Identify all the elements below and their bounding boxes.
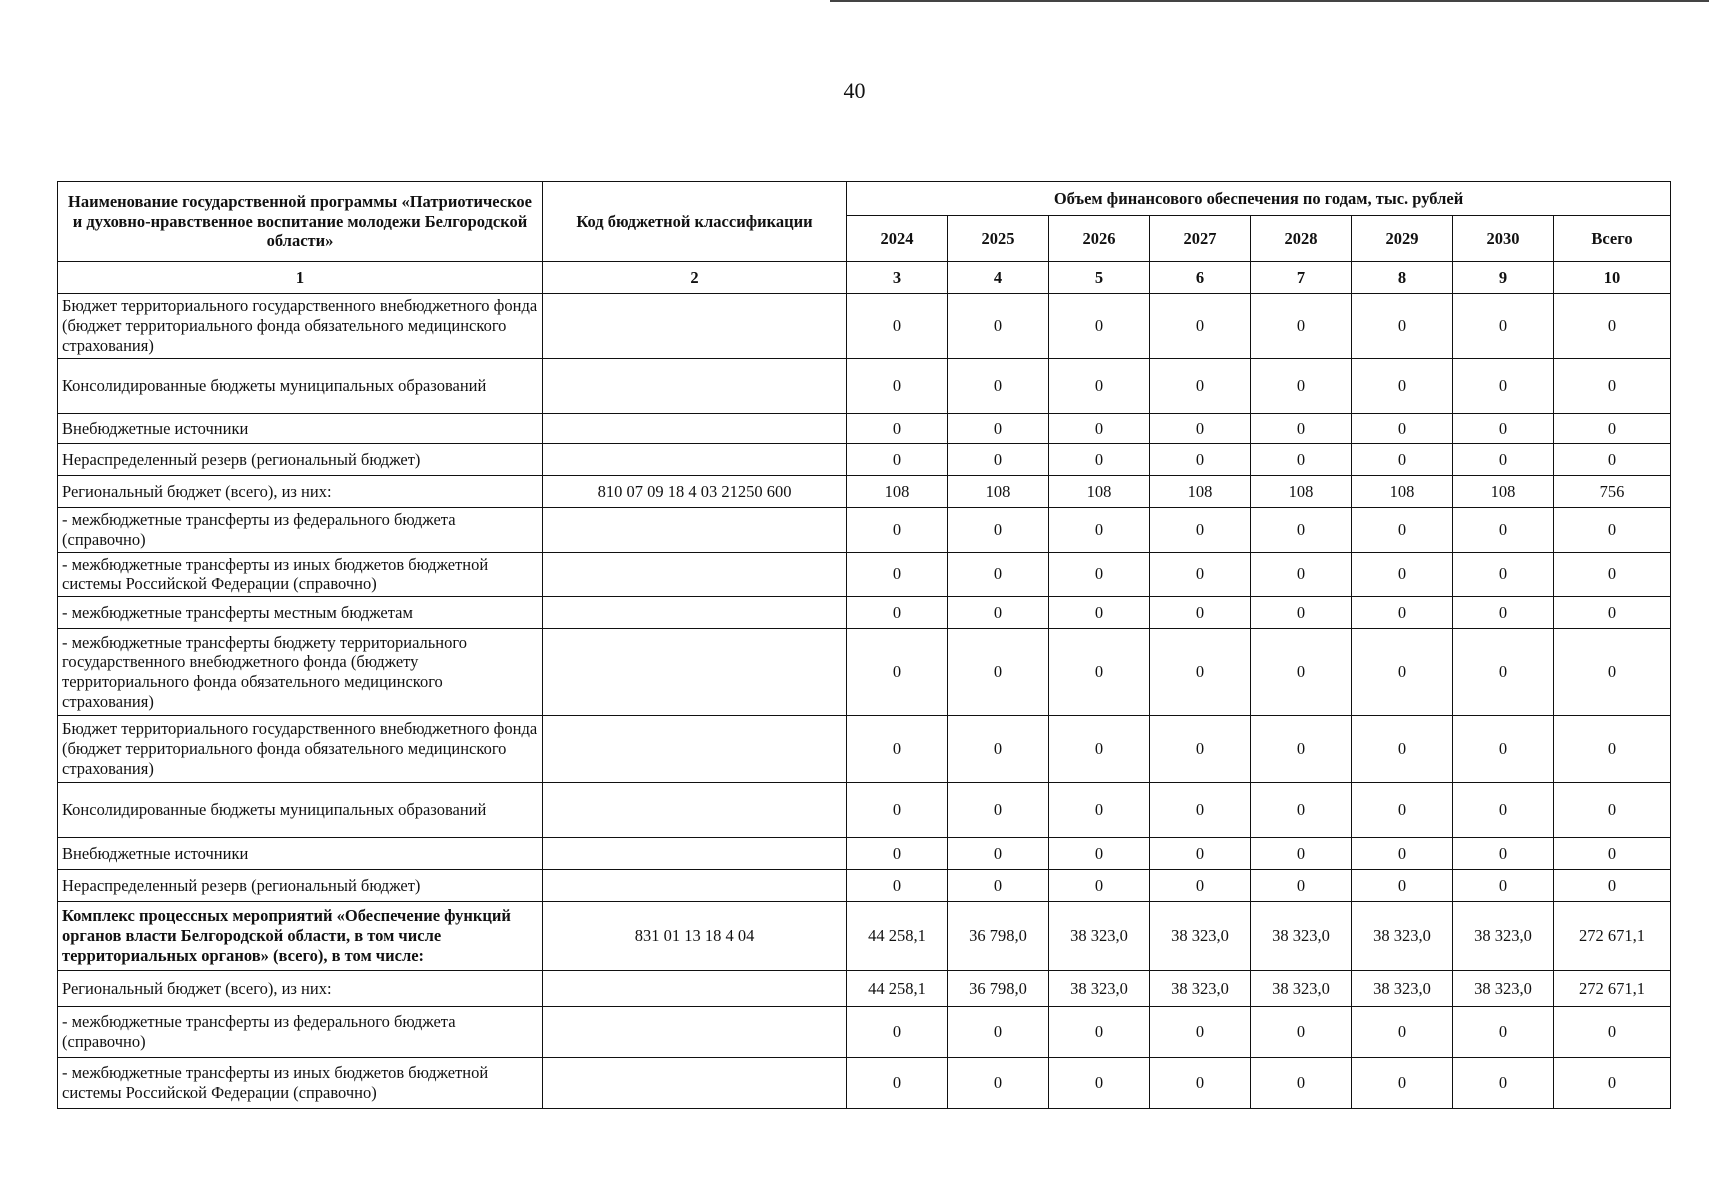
column-number: 5 [1049,262,1150,294]
header-year: 2030 [1453,216,1554,262]
table-row [58,476,1671,508]
row-value: 0 [847,783,948,838]
row-total: 0 [1554,444,1671,476]
row-value: 0 [1049,716,1150,783]
row-value: 0 [1251,629,1352,716]
row-value: 0 [1352,783,1453,838]
row-value: 0 [1251,716,1352,783]
row-code [543,552,847,597]
row-value: 38 323,0 [1251,902,1352,971]
column-number: 10 [1554,262,1671,294]
row-value: 0 [847,716,948,783]
row-value: 0 [1352,1058,1453,1109]
top-rule [830,0,1709,2]
header-year: 2029 [1352,216,1453,262]
row-value: 0 [1150,716,1251,783]
row-value: 0 [948,870,1049,902]
row-value: 0 [1049,838,1150,870]
header-name-column: Наименование государственной программы «Патриотическое и духовно-нравственное воспитание молодежи Белгородской области» [58,182,543,262]
row-value: 0 [1352,597,1453,629]
row-code [543,294,847,359]
row-name: Внебюджетные источники [58,414,543,444]
row-name: - межбюджетные трансферты из иных бюджетов бюджетной системы Российской Федерации (справочно) [58,552,543,597]
row-value: 0 [1453,508,1554,553]
row-value: 0 [1049,1058,1150,1109]
row-value: 0 [847,870,948,902]
row-value: 0 [1251,444,1352,476]
row-value: 0 [1150,1007,1251,1058]
table-row [58,359,1671,414]
row-value: 0 [1352,552,1453,597]
row-code [543,1058,847,1109]
header-year: 2027 [1150,216,1251,262]
row-value: 0 [847,629,948,716]
row-value: 44 258,1 [847,971,948,1007]
row-value: 0 [948,1058,1049,1109]
row-value: 36 798,0 [948,971,1049,1007]
table-row [58,294,1671,359]
row-name: Региональный бюджет (всего), из них: [58,971,543,1007]
row-name: - межбюджетные трансферты из федерального бюджета (справочно) [58,508,543,553]
header-year: 2025 [948,216,1049,262]
row-value: 0 [948,359,1049,414]
row-value: 0 [1150,783,1251,838]
row-name: Консолидированные бюджеты муниципальных образований [58,359,543,414]
row-value: 0 [1049,444,1150,476]
row-value: 44 258,1 [847,902,948,971]
row-value: 0 [1251,414,1352,444]
row-value: 0 [1251,508,1352,553]
row-value: 0 [1049,629,1150,716]
table-row [58,444,1671,476]
row-name: - межбюджетные трансферты из федерального бюджета (справочно) [58,1007,543,1058]
row-value: 0 [1251,294,1352,359]
row-total: 0 [1554,1058,1671,1109]
row-value: 0 [1251,783,1352,838]
row-total: 0 [1554,294,1671,359]
row-value: 0 [948,838,1049,870]
row-value: 0 [948,552,1049,597]
row-value: 0 [1453,359,1554,414]
row-value: 108 [1453,476,1554,508]
row-value: 38 323,0 [1352,902,1453,971]
table-row [58,1007,1671,1058]
row-value: 0 [1352,359,1453,414]
row-value: 0 [1352,508,1453,553]
row-value: 36 798,0 [948,902,1049,971]
page-number: 40 [843,78,866,103]
row-value: 0 [948,1007,1049,1058]
row-value: 0 [1453,629,1554,716]
table-row [58,414,1671,444]
row-value: 0 [1150,838,1251,870]
row-name: Нераспределенный резерв (региональный бюджет) [58,870,543,902]
row-name: Нераспределенный резерв (региональный бюджет) [58,444,543,476]
row-value: 0 [1352,629,1453,716]
row-total: 0 [1554,359,1671,414]
row-name: - межбюджетные трансферты из иных бюджетов бюджетной системы Российской Федерации (справочно) [58,1058,543,1109]
row-value: 0 [1453,1007,1554,1058]
row-value: 0 [1150,629,1251,716]
row-value: 0 [1251,1007,1352,1058]
row-value: 0 [847,359,948,414]
row-total: 272 671,1 [1554,971,1671,1007]
row-value: 0 [1049,294,1150,359]
row-value: 0 [948,414,1049,444]
header-year: 2026 [1049,216,1150,262]
row-value: 0 [948,597,1049,629]
row-value: 0 [1251,1058,1352,1109]
column-number-row [58,262,1671,294]
row-total: 0 [1554,552,1671,597]
row-value: 0 [847,508,948,553]
row-value: 0 [1352,414,1453,444]
table-row [58,902,1671,971]
row-value: 0 [1453,1058,1554,1109]
row-total: 0 [1554,870,1671,902]
row-name: - межбюджетные трансферты бюджету территориального государственного внебюджетного фонда (бюджету территориального фонда обязательного медицинского страхования) [58,629,543,716]
column-number: 4 [948,262,1049,294]
row-value: 0 [948,294,1049,359]
row-value: 0 [1453,414,1554,444]
row-value: 0 [948,783,1049,838]
row-total: 0 [1554,716,1671,783]
row-code [543,716,847,783]
table-row [58,629,1671,716]
row-value: 0 [1150,552,1251,597]
table-row [58,597,1671,629]
row-code [543,1007,847,1058]
row-value: 0 [1453,870,1554,902]
row-value: 0 [1453,838,1554,870]
row-value: 0 [1251,838,1352,870]
row-code [543,971,847,1007]
row-total: 0 [1554,783,1671,838]
column-number: 9 [1453,262,1554,294]
row-value: 0 [1251,597,1352,629]
row-value: 38 323,0 [1049,902,1150,971]
row-value: 0 [1251,359,1352,414]
row-name: Бюджет территориального государственного внебюджетного фонда (бюджет территориального фонда обязательного медицинского страхования) [58,716,543,783]
row-name: Региональный бюджет (всего), из них: [58,476,543,508]
row-value: 0 [847,1058,948,1109]
header-funding-group: Объем финансового обеспечения по годам, тыс. рублей [847,182,1671,216]
row-total: 756 [1554,476,1671,508]
row-code [543,414,847,444]
table-row [58,783,1671,838]
row-value: 0 [1049,508,1150,553]
row-total: 0 [1554,1007,1671,1058]
row-code [543,783,847,838]
row-name: Консолидированные бюджеты муниципальных образований [58,783,543,838]
column-number: 7 [1251,262,1352,294]
row-value: 0 [1453,552,1554,597]
row-value: 38 323,0 [1352,971,1453,1007]
row-name: Внебюджетные источники [58,838,543,870]
row-value: 0 [847,838,948,870]
row-value: 0 [948,716,1049,783]
row-total: 0 [1554,597,1671,629]
row-value: 0 [1049,552,1150,597]
row-value: 0 [1150,1058,1251,1109]
row-value: 0 [1251,552,1352,597]
row-total: 0 [1554,508,1671,553]
row-name: Комплекс процессных мероприятий «Обеспечение функций органов власти Белгородской области, в том числе территориальных органов» (всего), в том числе: [58,902,543,971]
row-value: 0 [1150,359,1251,414]
row-value: 0 [1150,508,1251,553]
row-total: 272 671,1 [1554,902,1671,971]
row-value: 0 [1453,597,1554,629]
row-value: 38 323,0 [1251,971,1352,1007]
row-value: 108 [1251,476,1352,508]
row-value: 0 [1453,716,1554,783]
table-row [58,552,1671,597]
row-value: 0 [1049,597,1150,629]
row-value: 0 [1049,870,1150,902]
table-header [58,182,1671,294]
row-code [543,508,847,553]
row-value: 0 [948,508,1049,553]
header-year: 2028 [1251,216,1352,262]
row-value: 0 [1352,716,1453,783]
row-code [543,597,847,629]
row-value: 0 [1352,870,1453,902]
row-value: 108 [847,476,948,508]
row-value: 38 323,0 [1049,971,1150,1007]
row-value: 108 [1150,476,1251,508]
row-code [543,838,847,870]
row-value: 108 [948,476,1049,508]
row-value: 0 [1352,838,1453,870]
table-row [58,838,1671,870]
row-value: 0 [1150,870,1251,902]
row-value: 0 [1453,294,1554,359]
row-code [543,870,847,902]
table-row [58,716,1671,783]
row-value: 0 [1150,294,1251,359]
row-value: 0 [847,1007,948,1058]
row-code [543,359,847,414]
row-value: 0 [1150,414,1251,444]
row-value: 0 [948,444,1049,476]
row-value: 0 [1352,294,1453,359]
row-value: 0 [847,444,948,476]
row-value: 0 [847,414,948,444]
row-value: 0 [847,597,948,629]
row-value: 38 323,0 [1453,971,1554,1007]
row-value: 38 323,0 [1150,902,1251,971]
row-code: 831 01 13 18 4 04 [543,902,847,971]
row-value: 0 [948,629,1049,716]
table-row [58,508,1671,553]
row-value: 0 [1352,444,1453,476]
row-value: 0 [1049,359,1150,414]
row-value: 0 [1049,783,1150,838]
row-value: 0 [847,294,948,359]
column-number: 1 [58,262,543,294]
budget-table [57,181,1671,1109]
row-value: 108 [1049,476,1150,508]
header-year: 2024 [847,216,948,262]
table-body [58,294,1671,1109]
header-code-column: Код бюджетной классификации [543,182,847,262]
row-code: 810 07 09 18 4 03 21250 600 [543,476,847,508]
row-value: 0 [1150,444,1251,476]
column-number: 6 [1150,262,1251,294]
row-value: 0 [1049,1007,1150,1058]
column-number: 2 [543,262,847,294]
row-value: 0 [1352,1007,1453,1058]
row-value: 0 [1150,597,1251,629]
table-row [58,1058,1671,1109]
row-value: 0 [847,552,948,597]
row-value: 38 323,0 [1453,902,1554,971]
row-total: 0 [1554,838,1671,870]
row-value: 38 323,0 [1150,971,1251,1007]
row-value: 0 [1049,414,1150,444]
row-code [543,444,847,476]
row-value: 0 [1453,444,1554,476]
column-number: 8 [1352,262,1453,294]
row-total: 0 [1554,414,1671,444]
table-row [58,971,1671,1007]
header-total: Всего [1554,216,1671,262]
row-value: 0 [1251,870,1352,902]
row-name: - межбюджетные трансферты местным бюджетам [58,597,543,629]
row-name: Бюджет территориального государственного внебюджетного фонда (бюджет территориального фонда обязательного медицинского страхования) [58,294,543,359]
column-number: 3 [847,262,948,294]
row-value: 0 [1453,783,1554,838]
row-code [543,629,847,716]
row-total: 0 [1554,629,1671,716]
row-value: 108 [1352,476,1453,508]
table-row [58,870,1671,902]
